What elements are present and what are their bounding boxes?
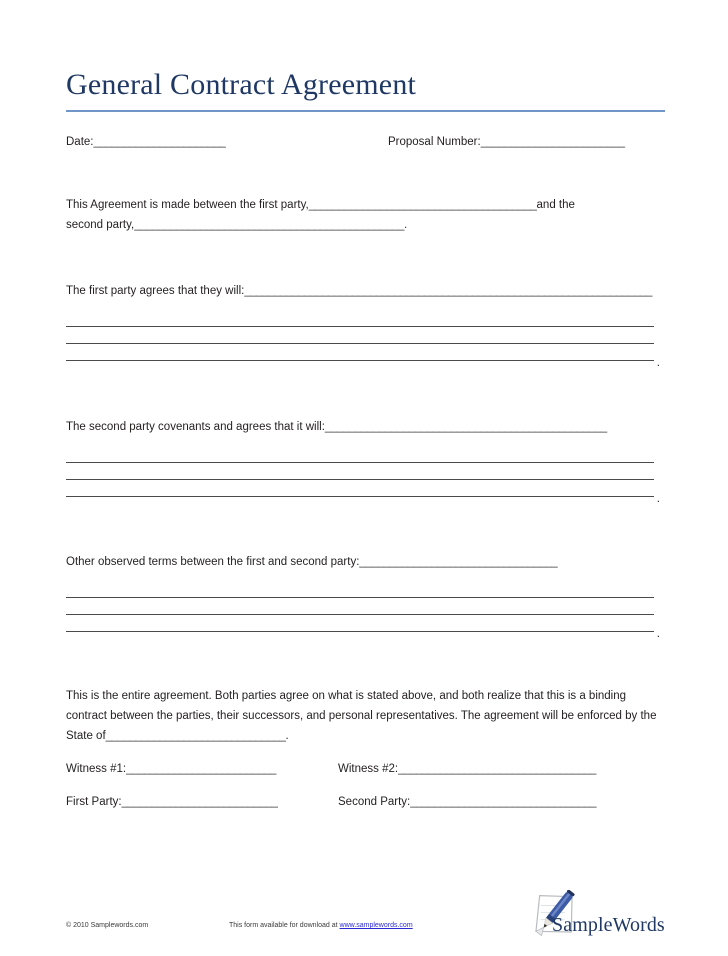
- section-second-party-line-2[interactable]: [66, 479, 654, 480]
- section-other-terms-label: Other observed terms between the first and second party:: [66, 556, 360, 568]
- proposal-number-field: [388, 133, 625, 152]
- witness-2-label: Witness #2:: [338, 763, 399, 775]
- second-party-signature-field: [338, 793, 596, 812]
- section-other-terms-blank[interactable]: _________________________________: [359, 556, 558, 568]
- section-first-party-line-1[interactable]: [66, 326, 654, 327]
- intro-text-part3: second party,: [66, 218, 135, 231]
- witness-1-blank[interactable]: _________________________: [126, 763, 276, 775]
- first-party-signature-field: [66, 793, 277, 812]
- closing-line-1: This is the entire agreement. Both parties agree on what is stated above, and both realize that this is a: [66, 690, 586, 702]
- proposal-number-label: Proposal Number:: [388, 136, 481, 148]
- second-party-signature-label: Second Party:: [338, 796, 411, 808]
- title-divider: [66, 110, 665, 112]
- closing-paragraph: [66, 686, 666, 746]
- date-label: Date:: [66, 136, 94, 148]
- section-other-terms-line-3[interactable]: [66, 631, 654, 632]
- section-second-party-line-3[interactable]: [66, 496, 654, 497]
- witness-1-field: [66, 760, 276, 779]
- witness-2-field: [338, 760, 596, 779]
- samplewords-link[interactable]: www.samplewords.com: [339, 922, 413, 929]
- intro-text-part2: and the: [536, 199, 575, 211]
- date-field: [66, 133, 225, 152]
- first-party-signature-blank[interactable]: __________________________: [121, 796, 278, 808]
- section-first-party-line-2[interactable]: [66, 343, 654, 344]
- closing-line-3-prefix: will be enforced by the State of: [66, 710, 657, 742]
- copyright-notice: © 2010 Samplewords.com: [66, 922, 149, 929]
- intro-text-part1: This Agreement is made between the first party,: [66, 199, 309, 211]
- first-party-signature-label: First Party:: [66, 796, 122, 808]
- state-blank[interactable]: ______________________________: [105, 730, 286, 742]
- samplewords-logo: [528, 890, 676, 948]
- page-title: General Contract Agreement: [66, 68, 417, 101]
- proposal-number-blank[interactable]: ________________________: [480, 136, 625, 148]
- section-first-party-line-3[interactable]: [66, 360, 654, 361]
- section-first-party-label: The first party agrees that they will:: [66, 285, 245, 297]
- closing-line-2: binding contract between the parties, their successors, and personal representatives. The agreement: [66, 690, 627, 722]
- logo-text: SampleWords: [552, 914, 665, 936]
- download-notice-text: This form available for download at: [229, 922, 338, 929]
- second-party-blank[interactable]: _____________________________________________.: [134, 218, 407, 231]
- section-first-party-blank[interactable]: ____________________________________________________________________: [244, 285, 653, 297]
- section-other-terms-heading: [66, 553, 557, 572]
- section-other-terms-line-2[interactable]: [66, 614, 654, 615]
- section-first-party-heading: [66, 282, 652, 301]
- closing-line-3-suffix: .: [285, 730, 289, 742]
- witness-2-blank[interactable]: _________________________________: [398, 763, 596, 775]
- second-party-signature-blank[interactable]: _______________________________: [410, 796, 597, 808]
- date-blank[interactable]: ______________________: [93, 136, 226, 148]
- download-notice: [229, 922, 413, 929]
- section-second-party-line-1[interactable]: [66, 462, 654, 463]
- section-other-terms-line-1[interactable]: [66, 597, 654, 598]
- first-party-blank[interactable]: ______________________________________: [308, 199, 537, 211]
- section-second-party-label: The second party covenants and agrees that it will:: [66, 421, 325, 433]
- section-second-party-blank[interactable]: _______________________________________________: [324, 421, 607, 433]
- witness-1-label: Witness #1:: [66, 763, 127, 775]
- intro-paragraph: [66, 196, 666, 235]
- section-second-party-heading: [66, 418, 607, 437]
